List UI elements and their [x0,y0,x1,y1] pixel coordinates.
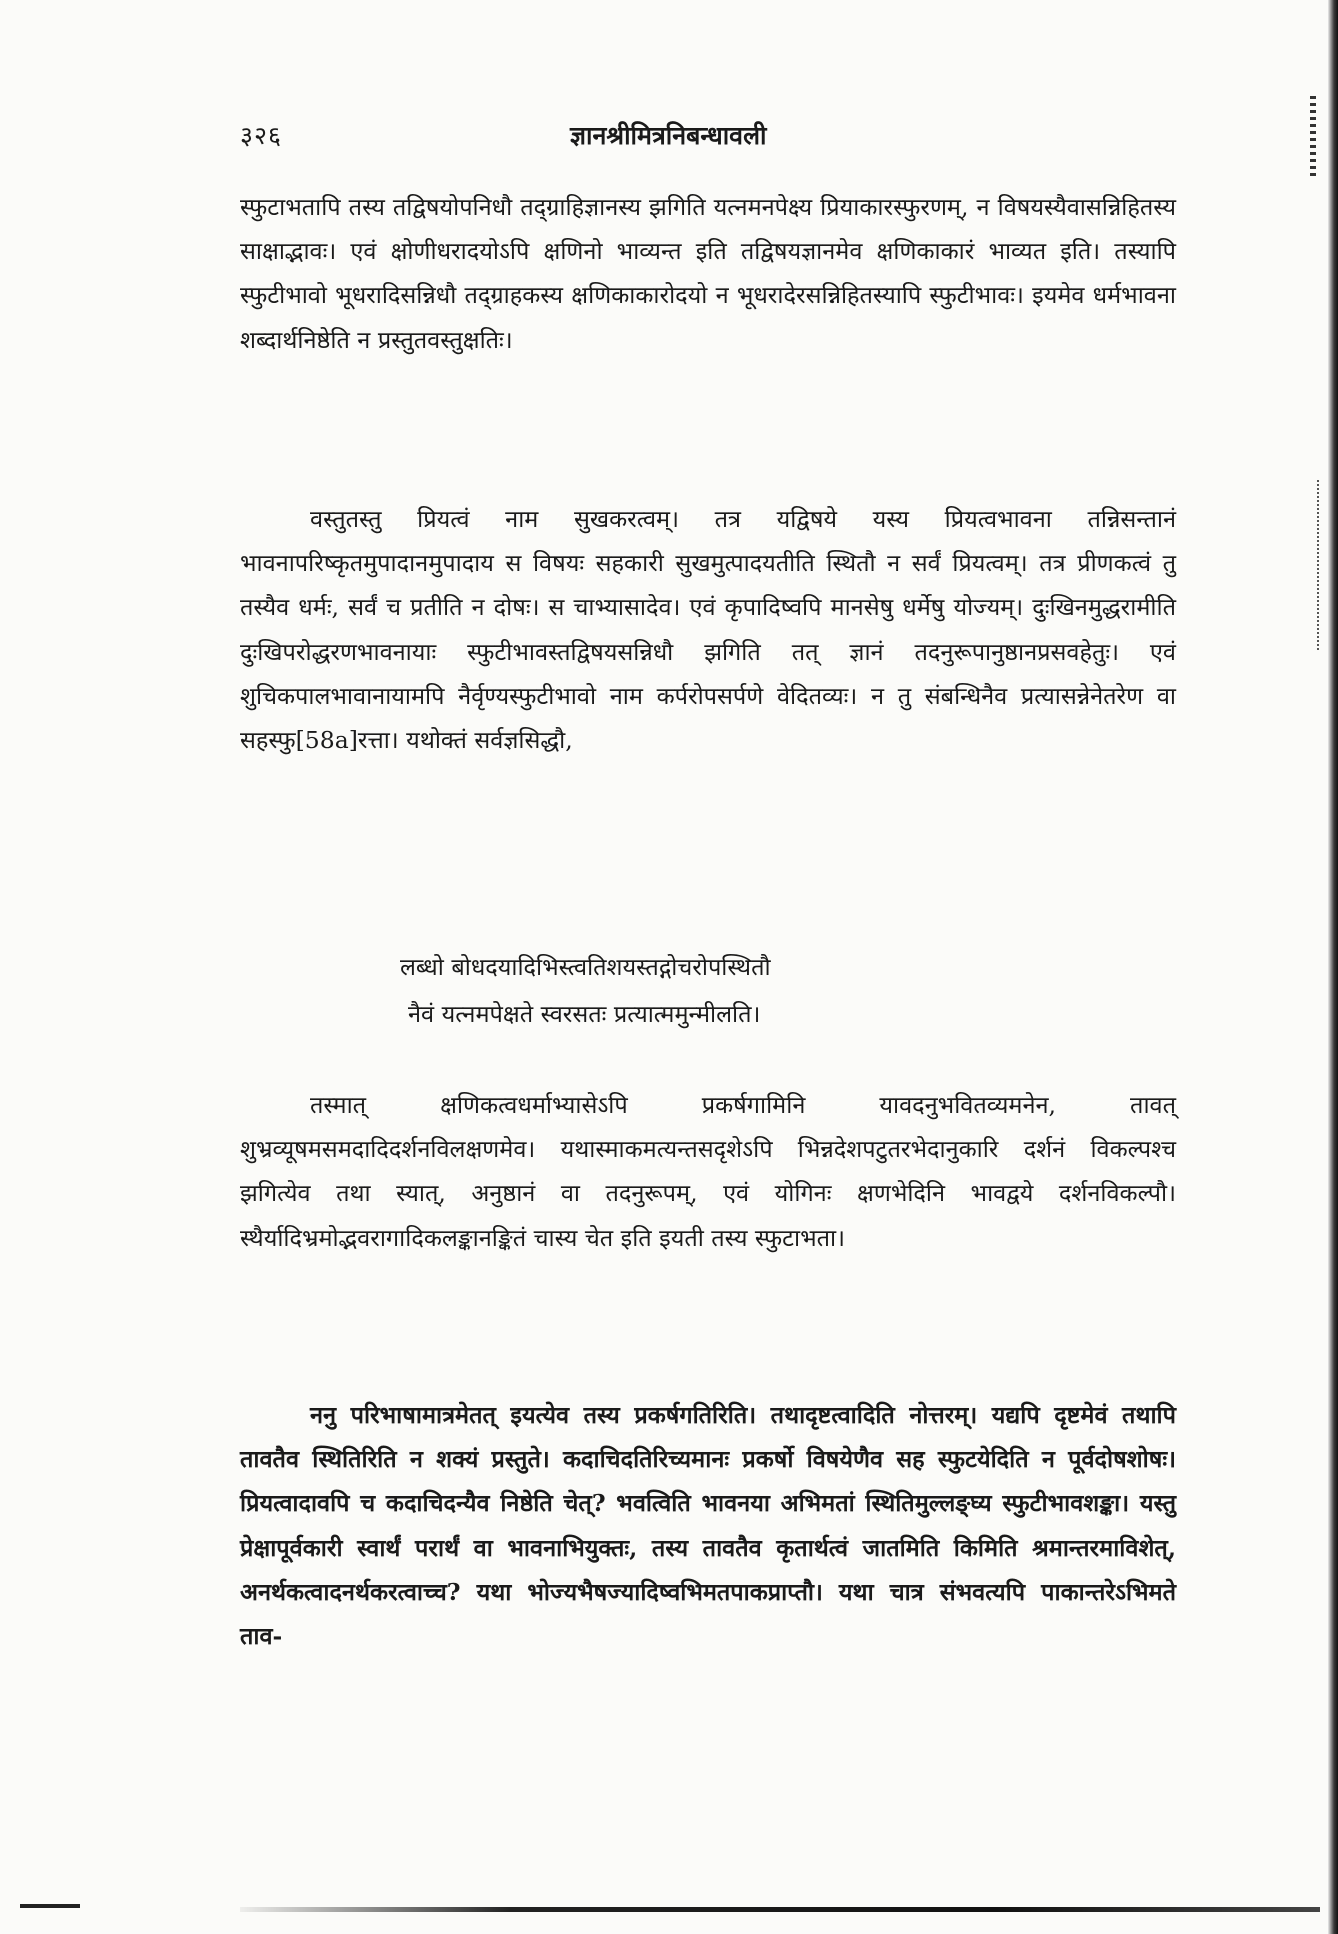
paragraph-2-text: वस्तुतस्तु प्रियत्वं नाम सुखकरत्वम्। तत्र यद्विषये यस्य प्रियत्वभावना तन्निसन्तानं भावनापरिष्कृतमुपादानमुपादाय स विषयः सहकारी सुखमुत्पादयतीति स्थितौ न सर्वं प्रियत्वम्। तत्र प्रीणकत्वं तु तस्यैव धर्मः, सर्वं च प्रतीति न दोषः। स चाभ्यासादेव। एवं कृपादिष्वपि मानसेषु धर्मेषु योज्यम्। दुःखिनमुद्धरामीति दुःखिपरोद्धरणभावनायाः स्फुटीभावस्तद्विषयसन्निधौ झगिति तत् ज्ञानं तदनुरूपानुष्ठानप्रसवहेतुः। एवं शुचिकपालभावानायामपि नैर्वृण्यस्फुटीभावो नाम कर्परोपसर्पणे वेदितव्यः। न तु संबन्धिनैव प्रत्यासन्नेनेतरेण वा सहस्फु[58a]रत्ता। यथोक्तं सर्वज्ञसिद्धौ, [240,505,1176,755]
verse-line-1: लब्धो बोधदयादिभिस्त्वतिशयस्तद्गोचरोपस्थितौ [400,953,771,981]
scan-footer-mark [20,1904,80,1908]
verse-line-2: नैवं यत्नमपेक्षते स्वरसतः प्रत्यात्ममुन्मीलति। [408,1000,761,1028]
paragraph-4-text: ननु परिभाषामात्रमेतत् इयत्येव तस्य प्रकर्षगतिरिति। तथादृष्टत्वादिति नोत्तरम्। यद्यपि दृष्टमेवं तथापि तावतैव स्थितिरिति न शक्यं प्रस्तुते। कदाचिदतिरिच्यमानः प्रकर्षो विषयेणैव सह स्फुटयेदिति न पूर्वदोषशोषः। प्रियत्वादावपि च कदाचिदन्यैव निष्ठेति चेत्? भवत्विति भावनया अभिमतां स्थितिमुल्लङ्घ्य स्फुटीभावशङ्का। यस्तु प्रेक्षापूर्वकारी स्वार्थं परार्थं वा भावनाभियुक्तः, तस्य तावतैव कृतार्थत्वं जातमिति किमिति श्रमान्तरमाविशेत्, अनर्थकत्वादनर्थकरत्वाच्च? यथा भोज्यभैषज्यादिष्वभिमतपाकप्राप्तौ। यथा चात्र संभवत्यपि पाकान्तरेऽभिमते ताव- [240,1401,1176,1651]
paragraph-3 [240,1083,1176,1260]
quoted-verse [400,944,1140,1038]
running-title: ज्ञानश्रीमित्रनिबन्धावली [570,121,767,150]
paragraph-3-text: तस्मात् क्षणिकत्वधर्माभ्यासेऽपि प्रकर्षगामिनि यावदनुभवितव्यमनेन, तावत् शुभ्रव्यूषमसमदादिदर्शनविलक्षणमेव। यथास्माकमत्यन्तसदृशेऽपि भिन्नदेशपटुतरभेदानुकारि दर्शनं विकल्पश्च झगित्येव तथा स्यात्, अनुष्ठानं वा तदनुरूपम्, एवं योगिनः क्षणभेदिनि भावद्वये दर्शनविकल्पौ। स्थैर्यादिभ्रमोद्भवरागादिकलङ्कानङ्कितं चास्य चेत इति इयती तस्य स्फुटाभता। [240,1091,1176,1252]
page-binding-edge [1328,0,1338,1934]
page-number: ३२६ [240,121,283,150]
scan-footer-rule [240,1907,1320,1912]
paragraph-1-text: स्फुटाभतापि तस्य तद्विषयोपनिधौ तद्ग्राहिज्ञानस्य झगिति यत्नमनपेक्ष्य प्रियाकारस्फुरणम्, न विषयस्यैवासन्निहितस्य साक्षाद्भावः। एवं क्षोणीधरादयोऽपि क्षणिनो भाव्यन्त इति तद्विषयज्ञानमेव क्षणिकाकारं भाव्यत इति। तस्यापि स्फुटीभावो भूधरादिसन्निधौ तद्ग्राहकस्य क्षणिकाकारोदयो न भूधरादेरसन्निहितस्यापि स्फुटीभावः। इयमेव धर्मभावना शब्दार्थनिष्ठेति न प्रस्तुतवस्तुक्षतिः। [240,193,1176,354]
scan-edge-smudge [1310,96,1316,176]
paragraph-1 [240,185,1176,362]
scan-edge-marks [1317,480,1322,650]
paragraph-4 [240,1393,1176,1658]
paragraph-2 [240,497,1176,762]
page-header [240,118,1180,158]
